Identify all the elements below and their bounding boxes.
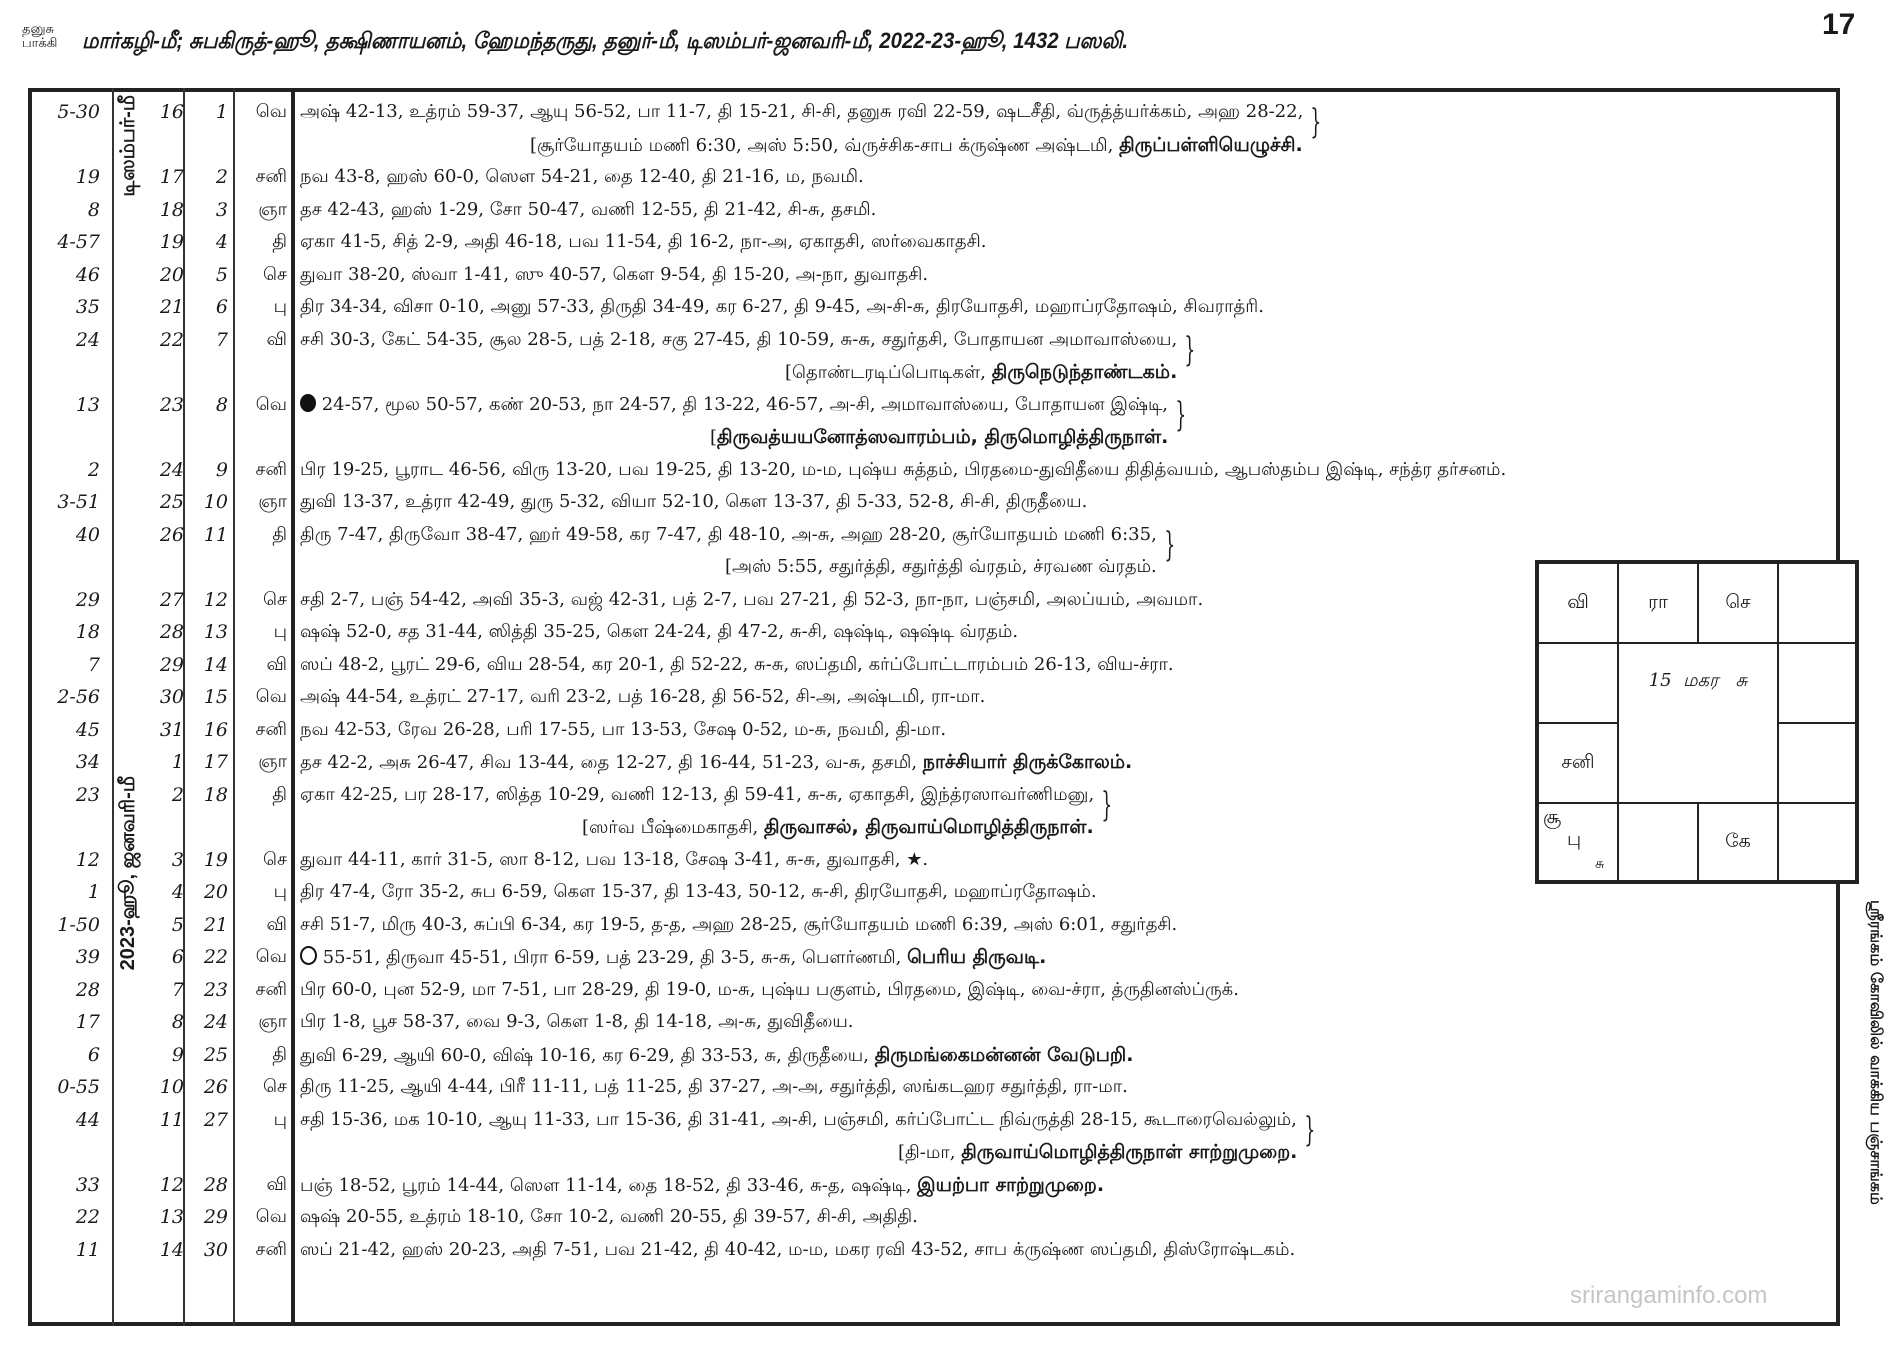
festival-highlight: திருவாசல், திருவாய்மொழித்திருநாள். [763,816,1094,838]
tamil-date-cell: 6 [215,296,228,318]
details-text-main: திர 47-4, ரோ 35-2, சுப 6-59, கௌ 15-37, தி 13-43, 50-12, சு-சி, திரயோதசி, மஹாப்ரதோஷம். [300,881,1097,902]
date-cell: 25 [159,491,184,513]
details-text-main: தச 42-43, ஹஸ் 1-29, சோ 50-47, வணி 12-55, தி 21-42, சி-சு, தசமி. [300,198,877,220]
details-text-main: நவ 42-53, ரேவ 26-28, பரி 17-55, பா 13-53, சேஷ 0-52, ம-சு, நவமி, தி-மா. [300,718,947,740]
weekday-cell: சனி [255,458,287,480]
tamil-date-cell: 1 [215,101,228,123]
table-row [32,454,1836,486]
balance-cell: 35 [75,296,100,318]
balance-cell: 45 [75,718,100,741]
weekday-cell: தி [272,523,287,545]
weekday-cell: தி [272,1043,287,1065]
details-text-main: ஷஷ் 52-0, சத 31-44, ஸித்தி 35-25, கௌ 24-24, தி 47-2, சு-சி, ஷஷ்டி, ஷஷ்டி வ்ரதம். [300,621,1019,642]
balance-cell: 2-56 [57,686,100,708]
table-row [32,1071,1836,1103]
rasi-chart [1535,560,1859,884]
date-cell: 5 [171,913,184,936]
table-row [32,1104,1836,1150]
details-text-main: சசி 51-7, மிரு 40-3, சுப்பி 6-34, கர 19-5, த-த, அஹ 28-25, சூர்யோதயம் மணி 6:39, அஸ் 6:01, சதுர்தசி. [300,913,1178,935]
tamil-date-cell: 7 [215,328,228,351]
details-text-continuation [898,1136,1297,1169]
details-text-continuation [725,551,1157,583]
details-text-continuation-main: [தொண்டரடிப்பொடிகள், [785,362,992,383]
balance-cell: 17 [75,1011,100,1033]
rasi-planet: வி [1567,590,1589,613]
weekday-cell: சனி [255,718,287,740]
brace-icon: } [1175,394,1187,435]
balance-cell: 3-51 [57,491,100,513]
details-text-main: துவி 13-37, உத்ரா 42-49, துரு 5-32, வியா 52-10, கௌ 13-37, தி 5-33, 52-8, சி-சி, திருதீயை. [300,491,1088,512]
table-row [32,96,1836,142]
date-cell: 9 [171,1043,184,1066]
date-cell: 13 [159,1206,184,1228]
details-text [300,649,1174,681]
rasi-cell [1778,803,1856,881]
balance-cell: 13 [75,393,100,416]
table-row [32,1234,1836,1266]
table-row [32,1006,1836,1038]
weekday-cell: தி [272,783,287,805]
details-text-main: சசி 30-3, கேட் 54-35, சூல 28-5, பத் 2-18, சகு 27-45, தி 10-59, சு-சு, சதுர்தசி, போதாயன அமாவாஸ்யை, [300,328,1178,350]
balance-cell: 34 [75,751,100,773]
date-cell: 22 [159,328,184,351]
balance-cell: 29 [75,588,100,611]
table-row [32,259,1836,291]
rasi-cell [1778,563,1856,643]
date-cell: 18 [159,198,184,221]
balance-cell: 40 [75,523,100,546]
weekday-cell: வெ [255,946,287,967]
tamil-date-cell: 20 [203,881,228,903]
table-row-continuation [32,356,1836,388]
details-text [300,584,1203,616]
balance-cell: 8 [87,198,100,221]
date-cell: 31 [159,718,184,741]
date-cell: 6 [171,946,184,968]
details-text-main: துவா 38-20, ஸ்வா 1-41, ஸு 40-57, கௌ 9-54, தி 15-20, அ-நா, துவாதசி. [300,263,929,285]
date-cell: 28 [159,621,184,643]
details-text [300,486,1087,518]
details-text-continuation-main: [சூர்யோதயம் மணி 6:30, அஸ் 5:50, வ்ருச்சிக-சாப க்ருஷ்ண அஷ்டமி, [530,134,1120,156]
weekday-cell: பு [273,296,287,317]
balance-cell: 28 [75,978,100,1001]
details-text-main: திர 34-34, விசா 0-10, அனு 57-33, திருதி 34-49, கர 6-27, தி 9-45, அ-சி-சு, திரயோதசி, மஹாப்ரதோஷம், சிவராத்ரி. [300,296,1264,317]
details-text [300,1104,1297,1136]
details-text-continuation [785,356,1177,389]
details-text [300,1169,1104,1202]
date-cell: 8 [171,1011,184,1033]
details-text-continuation-main: [அஸ் 5:55, சதுர்த்தி, சதுர்த்தி வ்ரதம், ச்ரவண வ்ரதம். [725,556,1157,577]
table-row [32,389,1836,435]
tamil-date-cell: 22 [203,946,228,968]
date-cell: 19 [159,231,184,253]
rasi-planet: கே [1725,829,1751,852]
rasi-cell [1618,563,1698,643]
table-row [32,941,1836,973]
festival-highlight: இயற்பா சாற்றுமுறை. [917,1173,1105,1196]
date-cell: 3 [171,848,184,871]
details-text-continuation-main: [தி-மா, [898,1142,962,1163]
tamil-date-cell: 30 [203,1238,228,1261]
balance-cell: 44 [75,1108,100,1131]
tamil-date-cell: 8 [215,393,228,416]
table-row [32,226,1836,258]
page-title: மார்கழி-மீ; சுபகிருத்-ஹூ, தக்ஷிணாயனம், ஹேமந்தருது, தனுர்-மீ, டிஸம்பர்-ஜனவரி-மீ, 2022-23-ஹூ, 1432 பஸலி. [82,28,1129,53]
details-text [300,324,1177,356]
date-cell: 29 [159,653,184,676]
balance-cell: 1-50 [57,913,100,936]
table-row [32,519,1836,565]
balance-cell: 0-55 [57,1076,100,1098]
tamil-date-cell: 23 [203,978,228,1001]
table-row [32,909,1836,941]
weekday-cell: சனி [255,166,287,187]
dhanusu-label-line1: தனுசு [22,21,55,36]
dhanusu-label [22,22,57,50]
festival-highlight: பெரிய திருவடி. [907,946,1047,968]
weekday-cell: செ [263,263,287,285]
details-text-main: திரு 7-47, திருவோ 38-47, ஹர் 49-58, கர 7-47, தி 48-10, அ-சு, அஹ 28-20, சூர்யோதயம் மணி 6:35, [300,523,1157,545]
details-text [300,779,1094,811]
weekday-cell: தி [272,231,287,252]
details-text-main: சதி 2-7, பஞ் 54-42, அவி 35-3, வஜ் 42-31, பத் 2-7, பவ 27-21, தி 52-3, நா-நா, பஞ்சமி, அலப்யம், அவமா. [300,588,1204,610]
rasi-cell [1778,723,1856,803]
tamil-date-cell: 4 [215,231,228,253]
rasi-cell [1778,643,1856,723]
table-row-continuation [32,1136,1836,1168]
details-text-main: அஷ் 42-13, உத்ரம் 59-37, ஆயு 56-52, பா 11-7, தி 15-21, சி-சி, தனுசு ரவி 22-59, ஷடசீதி, வ்ருத்த்யர்க்கம், அஹ 28-22, [300,101,1304,122]
details-text [300,194,876,226]
weekday-cell: வி [266,328,287,350]
weekday-cell: ஞா [258,198,287,220]
details-text [300,681,985,713]
weekday-cell: ஞா [258,751,287,772]
weekday-cell: ஞா [258,1011,287,1032]
weekday-cell: சனி [255,1238,287,1260]
date-cell: 30 [159,686,184,708]
tamil-date-cell: 3 [215,198,228,221]
details-text [300,259,928,291]
details-text [300,96,1303,128]
details-text [300,226,986,258]
details-text [300,974,1239,1006]
weekday-cell: வெ [255,1206,287,1227]
details-text [300,1039,1133,1072]
details-text-continuation [710,421,1168,454]
details-text-continuation [530,129,1303,162]
table-row [32,1039,1836,1071]
details-text [300,616,1018,648]
table-row [32,161,1836,193]
rasi-planet: பு [1567,828,1582,850]
full-moon-icon [300,946,317,965]
rasi-center-text: 15 மகர சு [1648,670,1748,691]
weekday-cell: வி [266,1173,287,1195]
date-cell: 2 [171,783,184,806]
balance-cell: 33 [75,1173,100,1196]
tamil-date-cell: 24 [203,1011,228,1033]
table-row [32,974,1836,1006]
date-cell: 16 [159,101,184,123]
tamil-date-cell: 13 [203,621,228,643]
details-text-main: ஏகா 41-5, சித் 2-9, அதி 46-18, பவ 11-54, தி 16-2, நா-அ, ஏகாதசி, ஸர்வைகாதசி. [300,231,987,252]
date-cell: 21 [159,296,184,318]
details-text [300,941,1046,974]
weekday-cell: வி [266,913,287,935]
rasi-cell [1698,563,1778,643]
tamil-date-cell: 27 [203,1108,228,1131]
brace-icon: } [1184,329,1196,370]
details-text [300,844,928,876]
details-text [300,714,946,746]
weekday-cell: பு [273,881,287,902]
tamil-date-cell: 11 [203,523,228,546]
festival-highlight: நாச்சியார் திருக்கோலம். [922,751,1133,773]
date-cell: 24 [159,458,184,481]
rasi-planet: செ [1725,590,1751,613]
tamil-date-cell: 14 [203,653,228,676]
rasi-cell [1698,803,1778,881]
table-row [32,291,1836,323]
details-text-main: பிர 19-25, பூராட 46-56, விரு 13-20, பவ 19-25, தி 13-20, ம-ம, புஷ்ய சுத்தம், பிரதமை-துவிதீயை திதித்வயம், ஆபஸ்தம்ப இஷ்டி, சந்த்ர தர்சனம். [300,458,1507,480]
details-text-main: 24-57, மூல 50-57, கண் 20-53, நா 24-57, தி 13-22, 46-57, அ-சி, அமாவாஸ்யை, போதாயன இஷ்டி, [316,393,1169,415]
details-text-main: துவா 44-11, கார் 31-5, ஸா 8-12, பவ 13-18, சேஷ 3-41, சு-சு, துவாதசி, ★. [300,848,929,870]
date-cell: 17 [159,166,184,188]
watermark: srirangaminfo.com [1570,1282,1768,1309]
rasi-cell [1538,803,1618,881]
weekday-cell: வெ [255,686,287,707]
details-text-continuation [582,811,1094,844]
date-cell: 10 [159,1076,184,1098]
details-text-main: ஏகா 42-25, பர 28-17, ஸித்த 10-29, வணி 12-13, தி 59-41, சு-சு, ஏகாதசி, இந்த்ரஸாவர்ணிமனு, [300,783,1095,805]
details-text-main: பஞ் 18-52, பூரம் 14-44, ஸௌ 11-14, தை 18-52, தி 33-46, சு-த, ஷஷ்டி, [300,1174,918,1196]
weekday-cell: செ [263,848,287,870]
brace-icon: } [1310,102,1322,142]
balance-cell: 4-57 [57,231,100,253]
festival-highlight: திருநெடுந்தாண்டகம். [991,361,1178,383]
date-cell: 26 [159,523,184,546]
details-text-main: சதி 15-36, மக 10-10, ஆயு 11-33, பா 15-36, தி 31-41, அ-சி, பஞ்சமி, கர்ப்போட்ட நிவ்ருத்தி 28-15, கூடாரைவெல்லும், [300,1108,1297,1130]
details-text [300,1201,918,1233]
tamil-date-cell: 21 [203,913,228,936]
balance-cell: 5-30 [57,101,100,123]
date-cell: 11 [159,1108,184,1131]
balance-cell: 6 [87,1043,100,1066]
balance-cell: 24 [75,328,100,351]
balance-cell: 19 [75,166,100,188]
page-number: 17 [1822,8,1856,41]
tamil-date-cell: 10 [203,491,228,513]
details-text-main: 55-51, திருவா 45-51, பிரா 6-59, பத் 23-29, தி 3-5, சு-சு, பௌர்ணமி, [317,947,908,968]
tamil-date-cell: 16 [203,718,228,741]
balance-cell: 18 [75,621,100,643]
rasi-planet: ரா [1648,590,1668,613]
rasi-cell [1538,643,1618,723]
tamil-date-cell: 15 [203,686,228,708]
weekday-cell: சனி [255,978,287,1000]
balance-cell: 7 [87,653,100,676]
details-text-main: பிர 1-8, பூச 58-37, வை 9-3, கௌ 1-8, தி 14-18, அ-சு, துவிதீயை. [300,1011,854,1032]
weekday-cell: ஞா [258,491,287,512]
tamil-date-cell: 19 [203,848,228,871]
table-row [32,1169,1836,1201]
table-row [32,324,1836,370]
weekday-cell: வெ [255,393,287,415]
rasi-cell [1538,563,1618,643]
tamil-date-cell: 26 [203,1076,228,1098]
details-text-main: ஸப் 21-42, ஹஸ் 20-23, அதி 7-51, பவ 21-42, தி 40-42, ம-ம, மகர ரவி 43-52, சாப க்ருஷ்ண ஸப்தமி, திஸ்ரோஷ்டகம். [300,1238,1296,1260]
dhanusu-label-line2: பாக்கி [22,35,58,50]
details-text [300,1006,854,1038]
balance-cell: 39 [75,946,100,968]
table-row [32,486,1836,518]
brace-icon: } [1164,524,1176,565]
rasi-planet: சனி [1561,750,1595,773]
rasi-center [1618,643,1778,803]
balance-cell: 23 [75,783,100,806]
tamil-date-cell: 18 [203,783,228,806]
date-cell: 1 [171,751,184,773]
table-row [32,1201,1836,1233]
details-text-continuation-main: [ஸர்வ பீஷ்மைகாதசி, [582,817,764,838]
details-text [300,909,1177,941]
tamil-date-cell: 17 [203,751,228,773]
balance-cell: 22 [75,1206,100,1228]
details-text [300,519,1157,551]
tamil-date-cell: 9 [215,458,228,481]
tamil-date-cell: 29 [203,1206,228,1228]
brace-icon: } [1304,1109,1316,1150]
weekday-cell: வெ [255,101,287,122]
details-text [300,389,1168,421]
rasi-planet: சூ [1543,806,1562,828]
balance-cell: 46 [75,263,100,286]
balance-cell: 2 [87,458,100,481]
festival-highlight: திருப்பள்ளியெழுச்சி. [1119,133,1303,156]
details-text-main: பிர 60-0, புன 52-9, மா 7-51, பா 28-29, தி 19-0, ம-சு, புஷ்ய பகுளம், பிரதமை, இஷ்டி, வை-ச்ரா, த்ருதினஸ்ப்ருக். [300,978,1239,1000]
month-label-december: டிஸம்பர்-மீ [117,95,139,197]
weekday-cell: செ [263,588,287,610]
details-text [300,876,1097,908]
balance-cell: 11 [75,1238,100,1261]
festival-highlight: திருவாய்மொழித்திருநாள் சாற்றுமுறை. [961,1141,1298,1163]
date-cell: 12 [159,1173,184,1196]
weekday-cell: வி [266,653,287,675]
details-text-main: நவ 43-8, ஹஸ் 60-0, ஸௌ 54-21, தை 12-40, தி 21-16, ம, நவமி. [300,166,864,187]
details-text-main: தச 42-2, அசு 26-47, சிவ 13-44, தை 12-27, தி 16-44, 51-23, வ-சு, தசமி, [300,752,923,773]
tamil-date-cell: 12 [203,588,228,611]
table-row-continuation [32,129,1836,161]
balance-cell: 12 [75,848,100,871]
new-moon-icon [300,394,316,412]
details-text-main: ஷஷ் 20-55, உத்ரம் 18-10, சோ 10-2, வணி 20-55, தி 39-57, சி-சி, அதிதி. [300,1206,918,1227]
date-cell: 4 [171,881,184,903]
details-text-main: திரு 11-25, ஆயி 4-44, பிரீ 11-11, பத் 11-25, தி 37-27, அ-அ, சதுர்த்தி, ஸங்கடஹர சதுர்த்தி, ரா-மா. [300,1076,1128,1097]
table-row [32,194,1836,226]
weekday-cell: பு [273,1108,287,1130]
tamil-date-cell: 2 [215,166,228,188]
tamil-date-cell: 28 [203,1173,228,1196]
details-text [300,454,1506,486]
details-text [300,291,1264,323]
date-cell: 20 [159,263,184,286]
weekday-cell: செ [263,1076,287,1097]
table-row-continuation [32,421,1836,453]
details-text [300,1234,1295,1266]
date-cell: 7 [171,978,184,1001]
tamil-date-cell: 25 [203,1043,228,1066]
date-cell: 23 [159,393,184,416]
details-text [300,161,864,193]
rasi-cell [1538,723,1618,803]
details-text-main: துவி 6-29, ஆயி 60-0, விஷ் 10-16, கர 6-29, தி 33-53, சு, திருதீயை, [300,1044,875,1066]
rasi-planet: சு [1595,856,1605,872]
weekday-cell: பு [273,621,287,642]
details-text-main: அஷ் 44-54, உத்ரட் 27-17, வரி 23-2, பத் 16-28, தி 56-52, சி-அ, அஷ்டமி, ரா-மா. [300,686,986,707]
date-cell: 27 [159,588,184,611]
rasi-cell [1618,803,1698,881]
festival-highlight: திருமங்கைமன்னன் வேடுபறி. [874,1043,1134,1066]
details-text-main: ஸப் 48-2, பூரட் 29-6, விய 28-54, கர 20-1, தி 52-22, சு-சு, ஸப்தமி, கர்ப்போட்டாரம்பம் 26-13, விய-ச்ரா. [300,653,1174,675]
side-label: ஸ்ரீரங்கம் கோவிலில் வாக்கிய பஞ்சாங்கம் [1867,900,1886,1205]
date-cell: 14 [159,1238,184,1261]
details-text-continuation-main: [ [710,427,718,448]
details-text [300,1071,1128,1103]
balance-cell: 1 [87,881,100,903]
details-text [300,746,1132,779]
tamil-date-cell: 5 [215,263,228,286]
festival-highlight: திருவத்யயனோத்ஸவாரம்பம், திருமொழித்திருநாள். [717,426,1169,448]
brace-icon: } [1101,784,1113,825]
month-label-january: 2023-ஹூ, ஜனவரி-மீ [117,776,139,971]
